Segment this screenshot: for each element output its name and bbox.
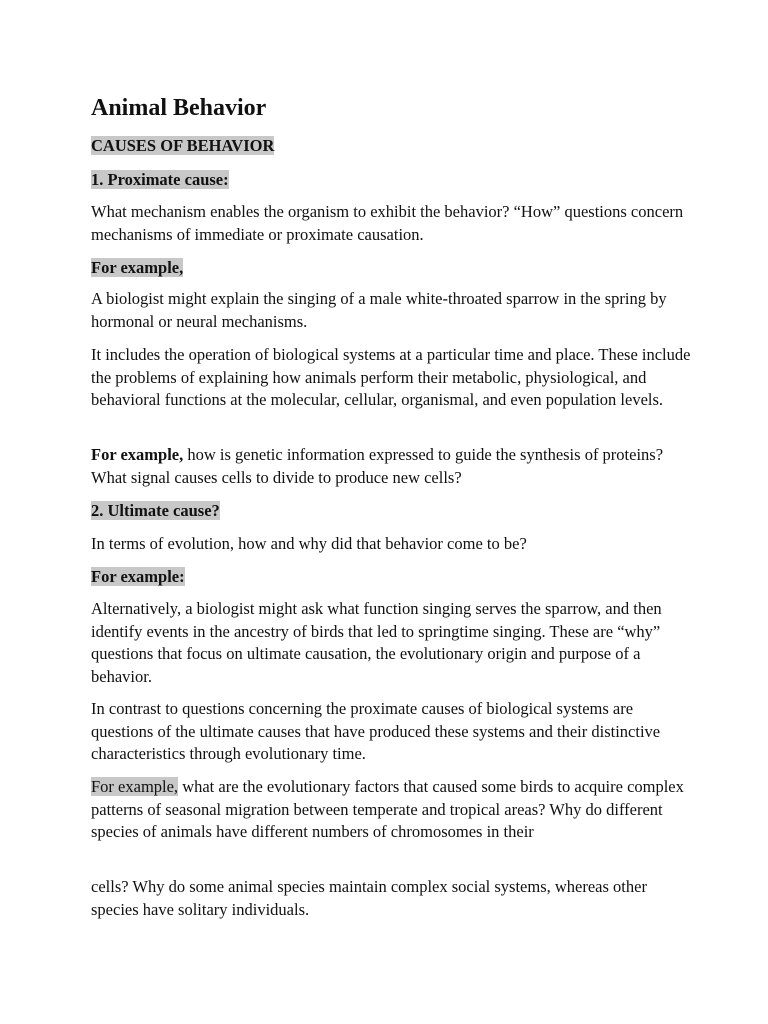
ultimate-example-label-text: For example: [91, 567, 185, 586]
ultimate-heading-text: 2. Ultimate cause? [91, 501, 220, 520]
section-heading [91, 135, 691, 158]
proximate-example2-label: For example, [91, 445, 184, 464]
section-heading-text: CAUSES OF BEHAVIOR [91, 136, 275, 155]
ultimate-example2-label: For example, [91, 777, 179, 796]
proximate-example2-text: how is genetic information expressed to guide the synthesis of proteins? What signal causes cells to divide to produce new cells? [91, 445, 664, 487]
ultimate-continuation: cells? Why do some animal species maintain complex social systems, whereas other species have solitary individuals. [91, 877, 647, 919]
ultimate-heading [91, 500, 691, 523]
proximate-heading-text: 1. Proximate cause: [91, 170, 229, 189]
proximate-example-label-text: For example, [91, 258, 184, 277]
proximate-example-text: A biologist might explain the singing of a male white-throated sparrow in the spring by hormonal or neural mechanisms. [91, 289, 667, 331]
ultimate-contrast: In contrast to questions concerning the proximate causes of biological systems are questions of the ultimate causes that have produced these systems and their distinctive characteristics through evolutionary time. [91, 699, 661, 763]
proximate-heading [91, 169, 691, 192]
page-title: Animal Behavior [91, 95, 267, 121]
proximate-question: What mechanism enables the organism to exhibit the behavior? “How” questions concern mechanisms of immediate or proximate causation. [91, 202, 684, 244]
ultimate-example-label [91, 566, 691, 589]
ultimate-example2 [91, 776, 691, 844]
ultimate-example-text: Alternatively, a biologist might ask what function singing serves the sparrow, and then identify events in the ancestry of birds that led to springtime singing. These are “why” questions that focus on ultimate causation, the evolutionary origin and purpose of a behavior. [91, 599, 662, 686]
proximate-example-label [91, 257, 691, 280]
proximate-detail: It includes the operation of biological systems at a particular time and place. These include the problems of explaining how animals perform their metabolic, physiological, and behavioral functions at the molecular, cellular, organismal, and even population levels. [91, 345, 691, 409]
ultimate-question: In terms of evolution, how and why did that behavior come to be? [91, 534, 527, 553]
ultimate-example2-text: what are the evolutionary factors that caused some birds to acquire complex patterns of seasonal migration between temperate and tropical areas? Why do different species of animals have different numbers of chromosomes in their [91, 777, 684, 841]
proximate-example2 [91, 444, 691, 489]
